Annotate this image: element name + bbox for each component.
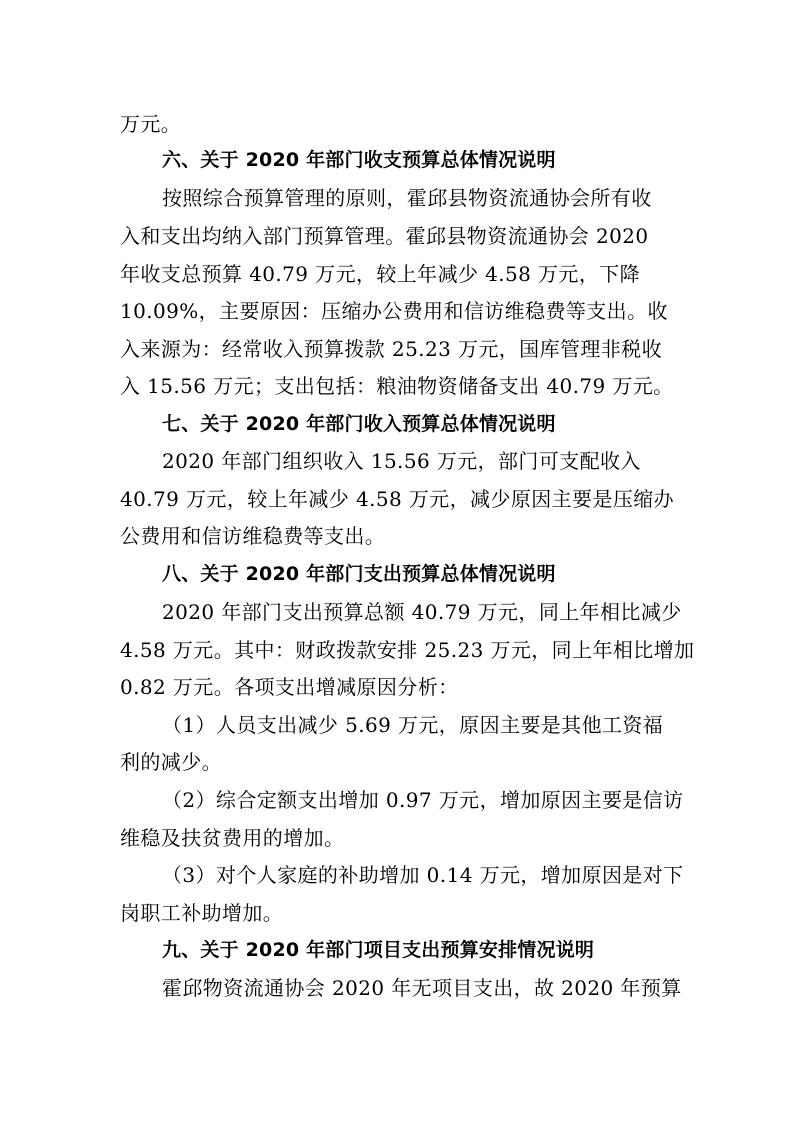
text-line: 10.09%，主要原因：压缩办公费用和信访维稳费等支出。收: [120, 299, 668, 323]
text-line: 入 15.56 万元；支出包括：粮油物资储备支出 40.79 万元。: [120, 374, 674, 398]
text-line: （3）对个人家庭的补助增加 0.14 万元，增加原因是对下: [162, 863, 684, 887]
text-line: 4.58 万元。其中：财政拨款安排 25.23 万元，同上年相比增加: [120, 638, 695, 662]
section-heading: 八、关于 2020 年部门支出预算总体情况说明: [162, 563, 556, 585]
text-line: （2）综合定额支出增加 0.97 万元，增加原因主要是信访: [162, 788, 684, 812]
section-heading: 九、关于 2020 年部门项目支出预算安排情况说明: [162, 939, 595, 961]
text-line: 入来源为：经常收入预算拨款 25.23 万元，国库管理非税收: [120, 337, 662, 361]
text-line: 万元。: [120, 112, 182, 136]
text-line: 霍邱物资流通协会 2020 年无项目支出，故 2020 年预算: [162, 976, 682, 1000]
text-line: 2020 年部门支出预算总额 40.79 万元，同上年相比减少: [162, 600, 682, 624]
text-line: （1）人员支出减少 5.69 万元，原因主要是其他工资福: [162, 713, 664, 737]
text-line: 利的减少。: [120, 750, 222, 774]
section-heading: 七、关于 2020 年部门收入预算总体情况说明: [162, 413, 556, 435]
text-line: 按照综合预算管理的原则，霍邱县物资流通协会所有收: [162, 186, 652, 210]
text-line: 年收支总预算 40.79 万元，较上年减少 4.58 万元，下降: [120, 262, 641, 286]
text-line: 公费用和信访维稳费等支出。: [120, 524, 386, 548]
text-line: 岗职工补助增加。: [120, 901, 284, 925]
text-line: 维稳及扶贫费用的增加。: [120, 826, 345, 850]
text-line: 入和支出均纳入部门预算管理。霍邱县物资流通协会 2020: [120, 224, 649, 248]
section-heading: 六、关于 2020 年部门收支预算总体情况说明: [162, 149, 556, 171]
text-line: 40.79 万元，较上年减少 4.58 万元，减少原因主要是压缩办: [120, 487, 675, 511]
text-line: 0.82 万元。各项支出增减原因分析：: [120, 675, 459, 699]
text-line: 2020 年部门组织收入 15.56 万元，部门可支配收入: [162, 449, 641, 473]
